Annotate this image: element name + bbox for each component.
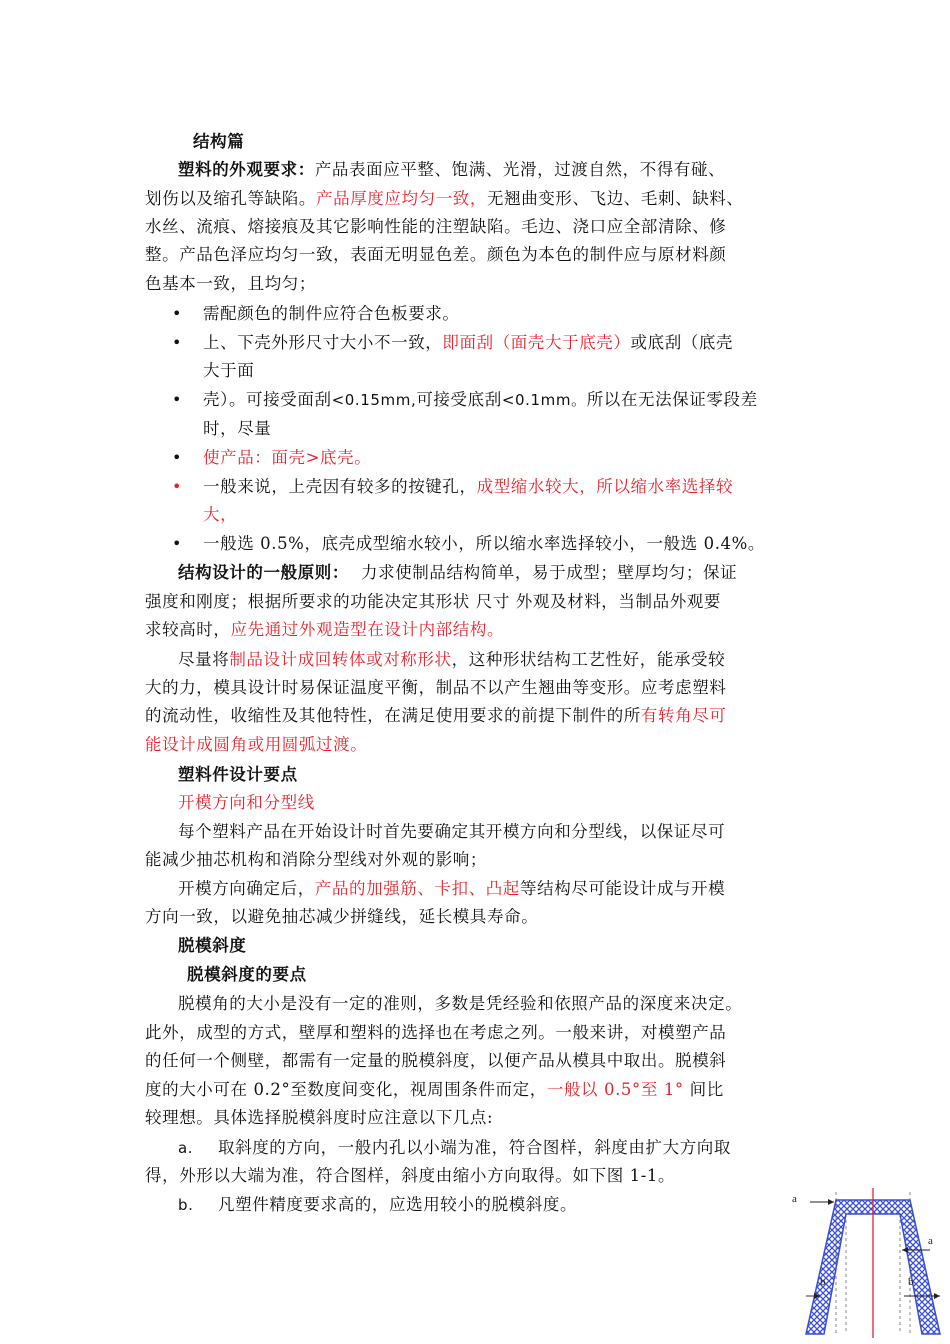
bullet-3-part-c: 可接受底刮 — [416, 390, 502, 409]
principles-p2-text-a: 尽量将 — [178, 650, 230, 669]
principles-para2-line-1 — [178, 646, 843, 674]
bullet-dot: • — [172, 390, 182, 409]
principles-para2-line-2: 大的力，模具设计时易保证温度平衡，制品不以产生翘曲等变形。应考虑塑料 — [145, 678, 727, 697]
appearance-line-1 — [178, 156, 843, 184]
appearance-label: 塑料的外观要求： — [178, 160, 315, 179]
bullet-2-continued: 大于面 — [203, 361, 255, 380]
principles-p2-text-3a: 的流动性，收缩性及其他特性，在满足使用要求的前提下制件的所 — [145, 706, 641, 725]
draft-text-4b: 间比 — [683, 1080, 724, 1099]
principles-line-2: 强度和刚度；根据所要求的功能决定其形状 尺寸 外观及材料，当制品外观要 — [145, 592, 721, 611]
bullet-3-part-a: 壳）。可接受面刮 — [203, 390, 332, 409]
design-points-text-3b: 等结构尽可能设计成与开模 — [520, 879, 726, 898]
principles-para2-line-4: 能设计成圆角或用圆弧过渡。 — [145, 735, 368, 754]
draft-highlight: 一般以 0.5°至 1° — [546, 1080, 684, 1099]
bullet-2-highlight: 即面刮（面壳大于底壳） — [442, 333, 631, 352]
draft-line-2: 此外，成型的方式，壁厚和塑料的选择也在考虑之列。一般来讲，对模塑产品 — [145, 1023, 727, 1042]
principles-p2-text-b: ，这种形状结构工艺性好，能承受较 — [451, 650, 726, 669]
label-a-top: a — [792, 1193, 797, 1205]
bullet-dot: • — [172, 333, 182, 352]
label-a-right: a — [928, 1235, 933, 1247]
design-points-title: 塑料件设计要点 — [178, 765, 298, 784]
appearance-line-3: 水丝、流痕、熔接痕及其它影响性能的注塑缺陷。毛边、浇口应全部清除、修 — [145, 217, 727, 236]
appearance-line-5: 色基本一致，且均匀； — [145, 274, 316, 293]
bullet-3-value-2: <0.1mm。 — [501, 391, 587, 409]
arrow-head-icon — [828, 1199, 834, 1205]
bullet-5-text — [203, 473, 868, 501]
bullet-6-text: 一般选 0.5%，底壳成型缩水较小，所以缩水率选择较小，一般选 0.4%。 — [203, 534, 766, 553]
bullet-1-text: 需配颜色的制件应符合色板要求。 — [203, 304, 460, 323]
principles-p2-highlight-2: 有转角尽可 — [640, 706, 727, 725]
principles-p2-highlight: 制品设计成回转体或对称形状 — [229, 650, 452, 669]
appearance-text-2a: 划伤以及缩孔等缺陷。 — [145, 189, 316, 208]
bullet-5-continued: 大， — [203, 505, 238, 524]
bullet-2-part-b: 或底刮（底壳 — [630, 333, 734, 352]
principles-label: 结构设计的一般原则： — [178, 563, 349, 582]
draft-text-4a: 度的大小可在 0.2°至数度间变化，视周围条件而定， — [145, 1080, 547, 1099]
appearance-line-2 — [145, 185, 810, 213]
label-b-right: b — [908, 1276, 914, 1288]
draft-item-a-marker: a. — [178, 1139, 194, 1157]
bullet-3-continued: 时，尽量 — [203, 419, 272, 438]
arrow-head-icon — [934, 1293, 940, 1299]
draft-angle-figure — [790, 1188, 945, 1338]
arrow-head-icon — [902, 1247, 908, 1253]
draft-item-a-line-1: 取斜度的方向，一般内孔以小端为准，符合图样，斜度由扩大方向取 — [218, 1138, 731, 1157]
appearance-highlight: 产品厚度应均匀一致， — [316, 189, 487, 208]
bullet-3-text — [203, 386, 868, 414]
draft-line-3: 的任何一个侧壁，都需有一定量的脱模斜度，以便产品从模具中取出。脱模斜 — [145, 1051, 727, 1070]
design-points-line-3 — [178, 875, 843, 903]
bullet-3-part-e: 所以在无法保证零段差 — [586, 390, 758, 409]
principles-line-1 — [178, 559, 843, 587]
principles-text-1: 力求使制品结构简单，易于成型；壁厚均匀；保证 — [361, 563, 738, 582]
principles-line-3 — [145, 616, 810, 644]
draft-title: 脱模斜度 — [178, 936, 247, 955]
appearance-text-1: 产品表面应平整、饱满、光滑，过渡自然，不得有碰、 — [314, 160, 726, 179]
principles-highlight: 应先通过外观造型在设计内部结构。 — [230, 620, 505, 639]
bullet-5-part-a: 一般来说，上壳因有较多的按键孔， — [203, 477, 477, 496]
principles-text-3a: 求较高时， — [145, 620, 231, 639]
draft-item-a-line-2: 得，外形以大端为准，符合图样，斜度由缩小方向取得。如下图 1-1。 — [145, 1166, 676, 1185]
design-points-line-1: 每个塑料产品在开始设计时首先要确定其开模方向和分型线，以保证尽可 — [178, 822, 726, 841]
bullet-dot: • — [172, 448, 182, 467]
bullet-2-part-a: 上、下壳外形尺寸大小不一致， — [203, 333, 443, 352]
principles-para2-line-3 — [145, 702, 810, 730]
bullet-dot: • — [172, 534, 182, 553]
section-title: 结构篇 — [193, 132, 245, 151]
draft-line-1: 脱模角的大小是没有一定的准则，多数是凭经验和依照产品的深度来决定。 — [178, 994, 743, 1013]
draft-item-b-line-1: 凡塑件精度要求高的，应选用较小的脱模斜度。 — [218, 1195, 578, 1214]
bullet-4-text: 使产品：面壳>底壳。 — [203, 448, 372, 467]
bullet-3-value-1: <0.15mm, — [331, 391, 417, 409]
design-points-highlight: 产品的加强筋、卡扣、凸起 — [314, 879, 521, 898]
design-points-subtitle: 开模方向和分型线 — [178, 793, 315, 812]
bullet-5-highlight: 成型缩水较大，所以缩水率选择较 — [476, 477, 734, 496]
appearance-text-2b: 无翘曲变形、飞边、毛刺、缺料、 — [487, 189, 744, 208]
bullet-2-text — [203, 329, 868, 357]
draft-item-b-marker: b. — [178, 1196, 194, 1214]
design-points-text-3a: 开模方向确定后， — [178, 879, 315, 898]
appearance-line-4: 整。产品色泽应均匀一致，表面无明显色差。颜色为本色的制件应与原材料颜 — [145, 245, 727, 264]
draft-line-5: 较理想。具体选择脱模斜度时应注意以下几点: — [145, 1108, 494, 1127]
design-points-line-2: 能减少抽芯机构和消除分型线对外观的影响； — [145, 850, 487, 869]
design-points-line-4: 方向一致，以避免抽芯减少拼缝线，延长模具寿命。 — [145, 907, 539, 926]
label-b-left: b — [820, 1276, 826, 1288]
draft-line-4 — [145, 1076, 810, 1104]
bullet-dot-red: • — [172, 477, 182, 496]
bullet-dot: • — [172, 304, 182, 323]
draft-subtitle: 脱模斜度的要点 — [187, 965, 307, 984]
